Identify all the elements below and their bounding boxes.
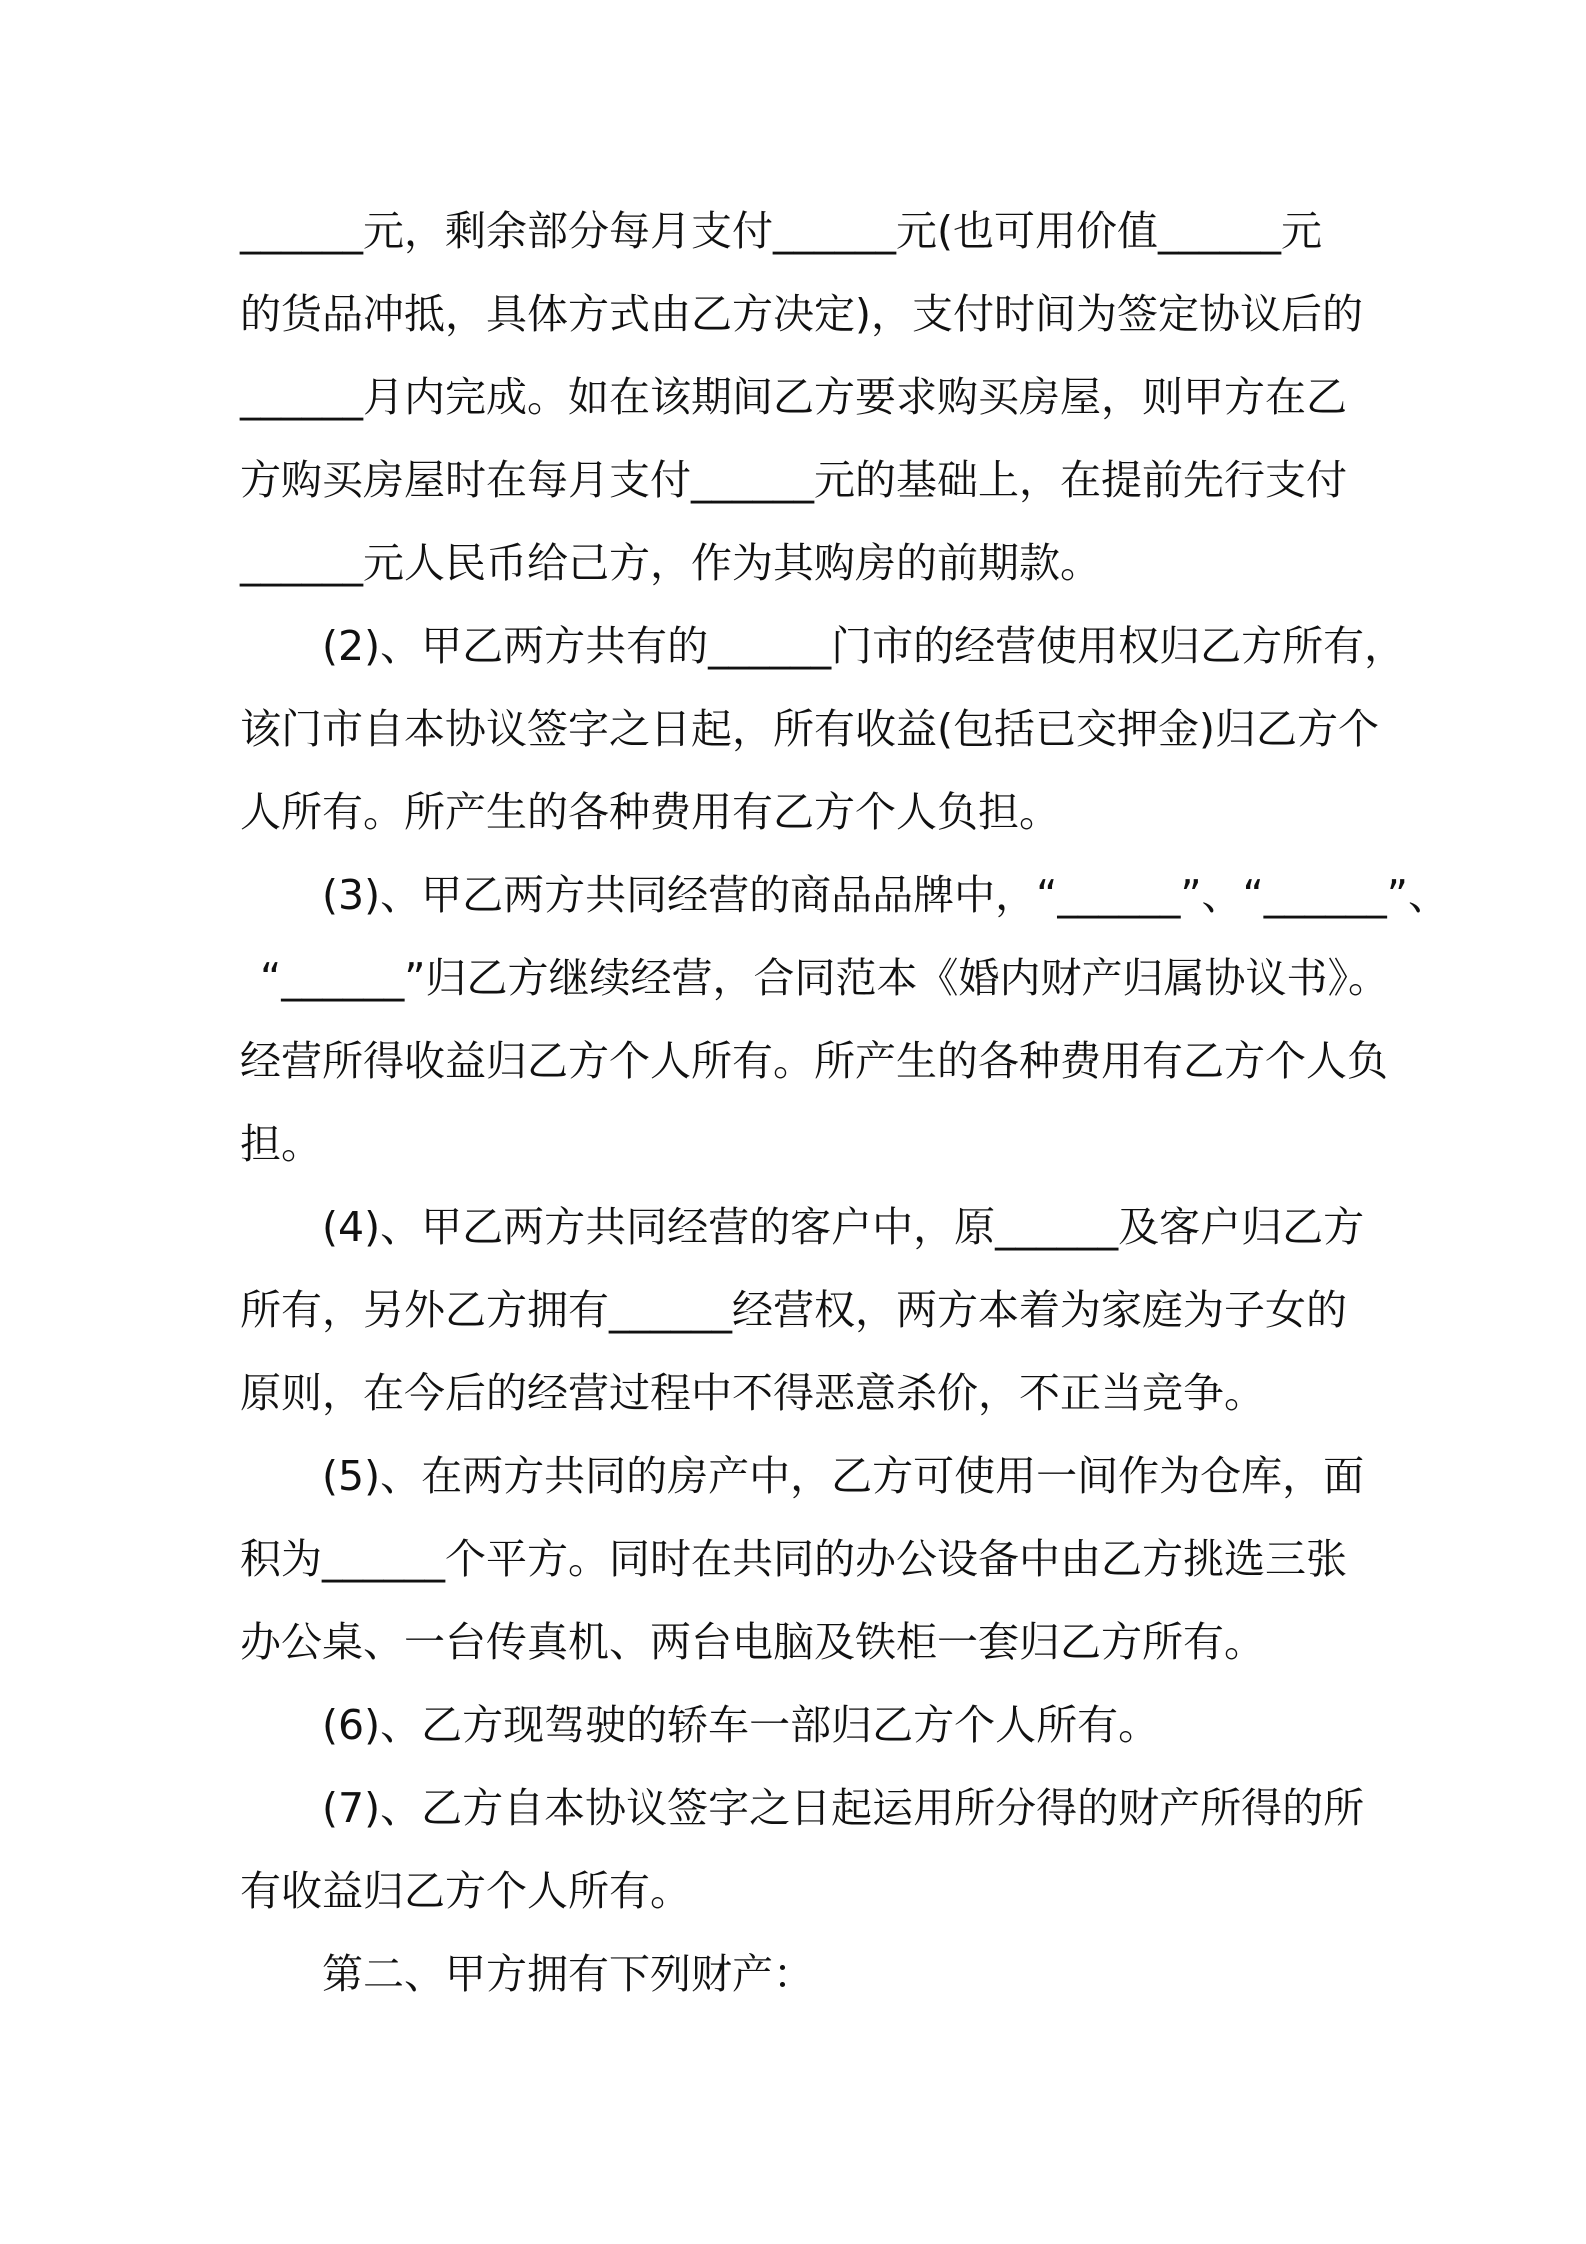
text-line: 办公桌、一台传真机、两台电脑及铁柜一套归乙方所有。 bbox=[240, 1618, 1265, 1666]
text-line: 方购买房屋时在每月支付______元的基础上，在提前先行支付 bbox=[240, 456, 1347, 504]
text-line: (5)、在两方共同的房产中，乙方可使用一间作为仓库，面 bbox=[322, 1452, 1365, 1500]
text-line: 该门市自本协议签字之日起，所有收益(包括已交押金)归乙方个 bbox=[240, 705, 1379, 753]
text-line: 人所有。所产生的各种费用有乙方个人负担。 bbox=[240, 788, 1060, 836]
text-line: (3)、甲乙两方共同经营的商品品牌中，“______”、“______”、 bbox=[322, 871, 1450, 919]
text-line: 所有，另外乙方拥有______经营权，两方本着为家庭为子女的 bbox=[240, 1286, 1347, 1334]
text-line: 原则，在今后的经营过程中不得恶意杀价，不正当竞争。 bbox=[240, 1369, 1265, 1417]
text-line: 有收益归乙方个人所有。 bbox=[240, 1867, 691, 1915]
text-line: ______月内完成。如在该期间乙方要求购买房屋，则甲方在乙 bbox=[240, 373, 1347, 421]
text-line: (6)、乙方现驾驶的轿车一部归乙方个人所有。 bbox=[322, 1701, 1160, 1749]
text-line: “______”归乙方继续经营，合同范本《婚内财产归属协议书》。 bbox=[260, 954, 1389, 1002]
text-line: ______元人民币给己方，作为其购房的前期款。 bbox=[240, 539, 1101, 587]
text-line: (4)、甲乙两方共同经营的客户中，原______及客户归乙方 bbox=[322, 1203, 1365, 1251]
document-body bbox=[240, 190, 1450, 2016]
text-line: 担。 bbox=[240, 1120, 322, 1168]
section-heading: 第二、甲方拥有下列财产： bbox=[322, 1950, 814, 1998]
text-line: (7)、乙方自本协议签字之日起运用所分得的财产所得的所 bbox=[322, 1784, 1365, 1832]
text-line: (2)、甲乙两方共有的______门市的经营使用权归乙方所有， bbox=[322, 622, 1406, 670]
text-line: 经营所得收益归乙方个人所有。所产生的各种费用有乙方个人负 bbox=[240, 1037, 1388, 1085]
text-line: 的货品冲抵，具体方式由乙方决定)，支付时间为签定协议后的 bbox=[240, 290, 1363, 338]
text-line: ______元，剩余部分每月支付______元(也可用价值______元 bbox=[240, 207, 1322, 255]
text-line: 积为______个平方。同时在共同的办公设备中由乙方挑选三张 bbox=[240, 1535, 1347, 1583]
